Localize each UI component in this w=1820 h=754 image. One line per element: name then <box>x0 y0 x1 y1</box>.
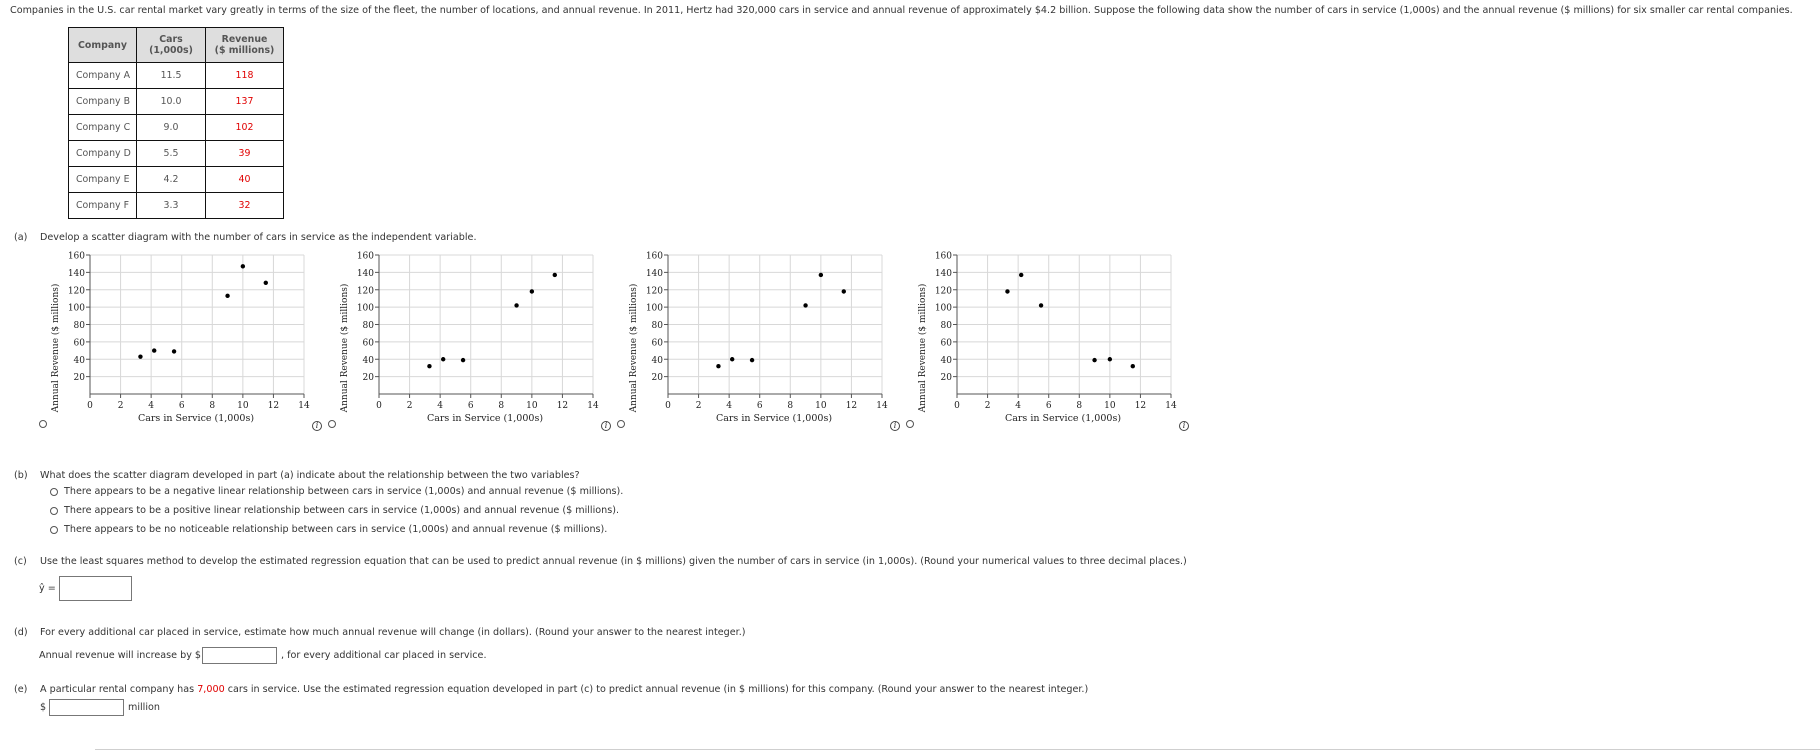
answer-option[interactable] <box>50 505 619 516</box>
data-point <box>750 358 754 362</box>
scatter-plot-4-canvas <box>915 250 1175 428</box>
y-tick-label: 160 <box>645 251 663 262</box>
y-tick-label: 140 <box>645 268 663 279</box>
part-d-prefix: Annual revenue will increase by $ <box>39 650 202 661</box>
y-tick-label: 60 <box>651 338 663 349</box>
x-tick-label: 4 <box>437 401 444 411</box>
header-cars: Cars (1,000s) <box>137 28 206 63</box>
x-tick-label: 0 <box>87 401 93 411</box>
data-point <box>730 357 734 361</box>
x-tick-label: 12 <box>556 401 569 411</box>
y-tick-label: 60 <box>73 338 85 349</box>
part-d-suffix: , for every additional car placed in service. <box>281 650 487 661</box>
x-axis-title: Cars in Service (1,000s) <box>1004 413 1122 424</box>
cell-company: Company B <box>69 89 137 115</box>
scatter-plot-1 <box>48 250 308 428</box>
cell-cars: 9.0 <box>137 115 206 141</box>
cell-cars: 3.3 <box>137 193 206 219</box>
y-axis-title: Annual Revenue ($ millions) <box>340 283 350 413</box>
y-tick-label: 40 <box>651 355 663 366</box>
info-icon[interactable]: i <box>601 421 611 431</box>
data-point <box>264 281 268 285</box>
header-revenue: Revenue ($ millions) <box>206 28 284 63</box>
table-row <box>69 63 284 89</box>
cell-company: Company F <box>69 193 137 219</box>
option-radio[interactable] <box>50 488 58 496</box>
x-tick-label: 4 <box>148 401 155 411</box>
cell-revenue: 32 <box>206 193 284 219</box>
option-radio[interactable] <box>50 526 58 534</box>
scatter-plot-2-canvas <box>337 250 597 428</box>
x-tick-label: 8 <box>209 401 216 411</box>
x-tick-label: 2 <box>984 401 991 411</box>
x-tick-label: 10 <box>237 401 249 411</box>
y-tick-label: 160 <box>934 251 952 262</box>
y-tick-label: 80 <box>651 321 663 331</box>
x-axis-title: Cars in Service (1,000s) <box>137 413 255 424</box>
x-tick-label: 2 <box>695 401 702 411</box>
data-point <box>1039 303 1043 307</box>
option-label: There appears to be a positive linear relationship between cars in service (1,000s) and annual revenue ($ millions). <box>64 505 619 516</box>
option-label: There appears to be no noticeable relationship between cars in service (1,000s) and annual revenue ($ millions). <box>64 524 608 535</box>
problem-intro: Companies in the U.S. car rental market vary greatly in terms of the size of the fleet, the number of locations, and annual revenue. In 2011, Hertz had 320,000 cars in service and annual revenue of approximately $4.2 billion. Suppose the following data show the number of cars in service (1,000s) and the annual revenue ($ millions) for six smaller car rental companies. <box>10 5 1793 16</box>
x-tick-label: 12 <box>1134 401 1147 411</box>
table-row <box>69 89 284 115</box>
x-axis-title: Cars in Service (1,000s) <box>426 413 544 424</box>
y-tick-label: 80 <box>940 321 952 331</box>
data-point <box>172 349 176 353</box>
y-axis-title: Annual Revenue ($ millions) <box>629 283 639 413</box>
y-tick-label: 20 <box>362 373 374 384</box>
x-tick-label: 12 <box>845 401 858 411</box>
x-tick-label: 0 <box>376 401 382 411</box>
highlighted-value: 7,000 <box>197 684 225 695</box>
yhat-label: ŷ = <box>39 583 56 594</box>
data-point <box>427 364 431 368</box>
y-tick-label: 40 <box>73 355 85 366</box>
cell-revenue: 40 <box>206 167 284 193</box>
scatter-plot-4 <box>915 250 1175 428</box>
dollar-sign: $ <box>40 702 47 713</box>
x-tick-label: 2 <box>406 401 413 411</box>
scatter-option-2-radio[interactable] <box>328 420 336 428</box>
data-table <box>68 27 284 219</box>
x-tick-label: 6 <box>1045 401 1052 411</box>
option-radio[interactable] <box>50 507 58 515</box>
cell-cars: 5.5 <box>137 141 206 167</box>
y-tick-label: 20 <box>651 373 663 384</box>
data-point <box>553 273 557 277</box>
header-company: Company <box>69 28 137 63</box>
y-tick-label: 120 <box>356 286 374 297</box>
y-tick-label: 100 <box>356 303 374 314</box>
data-point <box>530 289 534 293</box>
part-a-question: (a) Develop a scatter diagram with the number of cars in service as the independent variable. <box>14 232 477 243</box>
part-d-question: (d) For every additional car placed in service, estimate how much annual revenue will change (in dollars). (Round your answer to the nearest integer.) <box>14 627 746 638</box>
x-tick-label: 0 <box>954 401 960 411</box>
x-tick-label: 10 <box>526 401 538 411</box>
cell-revenue: 137 <box>206 89 284 115</box>
y-tick-label: 60 <box>362 338 374 349</box>
y-tick-label: 80 <box>362 321 374 331</box>
x-tick-label: 14 <box>876 401 888 411</box>
data-point <box>1005 289 1009 293</box>
data-point <box>819 273 823 277</box>
answer-option[interactable] <box>50 524 607 535</box>
data-point <box>241 264 245 268</box>
y-tick-label: 120 <box>645 286 663 297</box>
y-tick-label: 120 <box>934 286 952 297</box>
y-tick-label: 20 <box>73 373 85 384</box>
data-point <box>138 354 142 358</box>
x-axis-title: Cars in Service (1,000s) <box>715 413 833 424</box>
table-row <box>69 115 284 141</box>
x-tick-label: 6 <box>178 401 185 411</box>
cell-revenue: 39 <box>206 141 284 167</box>
data-point <box>1092 358 1096 362</box>
answer-option[interactable] <box>50 486 623 497</box>
x-tick-label: 14 <box>587 401 599 411</box>
x-tick-label: 0 <box>665 401 671 411</box>
x-tick-label: 8 <box>787 401 794 411</box>
y-tick-label: 80 <box>73 321 85 331</box>
y-tick-label: 100 <box>645 303 663 314</box>
info-icon[interactable]: i <box>312 421 322 431</box>
y-tick-label: 100 <box>934 303 952 314</box>
x-tick-label: 6 <box>756 401 763 411</box>
data-point <box>716 364 720 368</box>
y-tick-label: 60 <box>940 338 952 349</box>
option-label: There appears to be a negative linear relationship between cars in service (1,000s) and annual revenue ($ millions). <box>64 486 624 497</box>
part-e-question: (e) A particular rental company has 7,000 cars in service. Use the estimated regression equation developed in part (c) to predict annual revenue (in $ millions) for this company. (Round your answer to the nearest integer.) <box>14 684 1089 695</box>
cell-cars: 4.2 <box>137 167 206 193</box>
y-tick-label: 160 <box>67 251 85 262</box>
data-point <box>514 303 518 307</box>
y-tick-label: 20 <box>940 373 952 384</box>
y-axis-title: Annual Revenue ($ millions) <box>51 283 61 413</box>
table-row <box>69 167 284 193</box>
part-c-question: (c) Use the least squares method to develop the estimated regression equation that can be used to predict annual revenue (in $ millions) given the number of cars in service (in 1,000s). (Round your numerical values to three decimal places.) <box>14 556 1187 567</box>
cell-revenue: 118 <box>206 63 284 89</box>
x-tick-label: 10 <box>1104 401 1116 411</box>
data-point <box>461 358 465 362</box>
cell-cars: 11.5 <box>137 63 206 89</box>
scatter-option-1-radio[interactable] <box>39 420 47 428</box>
cell-company: Company E <box>69 167 137 193</box>
scatter-plot-1-canvas <box>48 250 308 428</box>
cell-company: Company D <box>69 141 137 167</box>
revenue-increase-input[interactable] <box>202 647 277 664</box>
y-axis-title: Annual Revenue ($ millions) <box>918 283 928 413</box>
y-tick-label: 100 <box>67 303 85 314</box>
x-tick-label: 14 <box>1165 401 1177 411</box>
cell-revenue: 102 <box>206 115 284 141</box>
x-tick-label: 6 <box>467 401 474 411</box>
info-icon[interactable]: i <box>890 421 900 431</box>
data-point <box>803 303 807 307</box>
x-tick-label: 4 <box>1015 401 1022 411</box>
scatter-plot-3-canvas <box>626 250 886 428</box>
info-icon[interactable]: i <box>1179 421 1189 431</box>
data-point <box>152 348 156 352</box>
divider <box>95 749 1820 750</box>
cell-company: Company A <box>69 63 137 89</box>
data-point <box>441 357 445 361</box>
y-tick-label: 160 <box>356 251 374 262</box>
y-tick-label: 140 <box>356 268 374 279</box>
cell-company: Company C <box>69 115 137 141</box>
x-tick-label: 8 <box>498 401 505 411</box>
x-tick-label: 14 <box>298 401 310 411</box>
data-point <box>842 289 846 293</box>
data-point <box>1131 364 1135 368</box>
y-tick-label: 40 <box>940 355 952 366</box>
table-row <box>69 193 284 219</box>
x-tick-label: 12 <box>267 401 280 411</box>
unit-label: million <box>128 702 160 713</box>
y-tick-label: 140 <box>934 268 952 279</box>
regression-equation-input[interactable] <box>59 576 132 601</box>
x-tick-label: 4 <box>726 401 733 411</box>
scatter-option-3-radio[interactable] <box>617 420 625 428</box>
y-tick-label: 140 <box>67 268 85 279</box>
data-point <box>225 294 229 298</box>
data-point <box>1108 357 1112 361</box>
predicted-revenue-input[interactable] <box>49 699 124 716</box>
scatter-option-4-radio[interactable] <box>906 420 914 428</box>
table-row <box>69 141 284 167</box>
y-tick-label: 120 <box>67 286 85 297</box>
y-tick-label: 40 <box>362 355 374 366</box>
x-tick-label: 2 <box>117 401 124 411</box>
x-tick-label: 8 <box>1076 401 1083 411</box>
cell-cars: 10.0 <box>137 89 206 115</box>
scatter-plot-3 <box>626 250 886 428</box>
part-b-question: (b) What does the scatter diagram developed in part (a) indicate about the relationship between the two variables? <box>14 470 580 481</box>
data-point <box>1019 273 1023 277</box>
scatter-plot-2 <box>337 250 597 428</box>
x-tick-label: 10 <box>815 401 827 411</box>
